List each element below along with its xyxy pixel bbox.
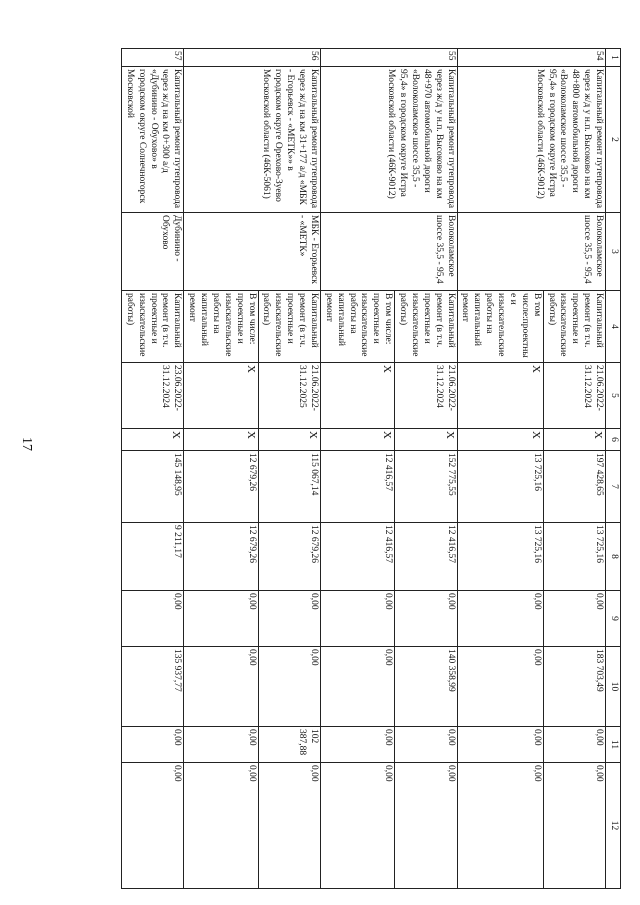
value-cell: 12 679,26 [184,523,258,591]
value-cell: 102 387,88 [258,727,320,763]
value-cell: 0,00 [122,727,184,763]
object-name: Капитальный ремонт путепровода через ж/д на км 31+177 а/д «МБК - Егорьевск - «МЕТК»» в городском округе Орехово-Зуево Московской области (46К-5061) [184,67,321,213]
value-cell: 0,00 [184,727,258,763]
value-cell: 145 148,95 [122,451,184,523]
value-cell: 0,00 [457,763,543,889]
value-cell: X [543,429,605,451]
work-period: X [457,363,543,429]
work-period: X [321,363,395,429]
value-cell: 115 067,14 [258,451,320,523]
table-row [543,49,605,889]
value-cell: 197 428,65 [543,451,605,523]
work-period: 23.06.2022-31.12.2024 [122,363,184,429]
header-cell: 5 [606,363,621,429]
object-name: Капитальный ремонт путепровода через ж/д на км 0+300 а/д «Дубинино - Обухово» в городском округе Солнечногорск Московской [122,67,184,213]
value-cell: 9 211,17 [122,523,184,591]
value-cell: 0,00 [258,591,320,647]
header-cell: 1 [606,49,621,67]
value-cell: 12 679,26 [258,523,320,591]
work-type: В том числе:проектные и изыскательские работы на капитальный ремонт [457,291,543,363]
repair-objects-table [121,48,621,889]
value-cell: 183 703,49 [543,647,605,727]
work-type: Капитальный ремонт (в т.ч. проектные и изыскательские работы) [395,291,457,363]
value-cell: 0,00 [184,763,258,889]
header-cell: 7 [606,451,621,523]
object-name: Капитальный ремонт путепровода через ж/д у н.п. Высоково на км 48+970 автомобильной дороги «Волоколамское шоссе 35,5 - 95,4» в городском округе Истра Московской области (46К-9012) [321,67,458,213]
value-cell: X [321,429,395,451]
value-cell: 0,00 [184,647,258,727]
value-cell: 0,00 [543,727,605,763]
value-cell: 0,00 [122,591,184,647]
work-period: 21.06.2022-31.12.2025 [258,363,320,429]
value-cell: 12 416,57 [321,451,395,523]
value-cell: 0,00 [457,727,543,763]
table-row [122,49,184,889]
value-cell: 13 725,16 [543,523,605,591]
value-cell: 0,00 [321,647,395,727]
header-cell: 4 [606,291,621,363]
header-cell: 8 [606,523,621,591]
value-cell: 0,00 [543,591,605,647]
work-period: X [184,363,258,429]
object-name: Капитальный ремонт путепровода через ж/д у н.п. Высоково на км 48+800 автомобильной дороги «Волоколамское шоссе 35,5 - 95,4» в городском округе Истра Московской области (46К-9012) [457,67,606,213]
value-cell: 135 937,77 [122,647,184,727]
object-location: МБК - Егорьевск - «МЕТК» [184,213,321,291]
value-cell: 0,00 [321,727,395,763]
value-cell: 0,00 [321,591,395,647]
table-row [395,49,457,889]
rotated-table-container [76,48,621,888]
row-number: 57 [122,49,184,67]
table-row [258,49,320,889]
object-location: Волоколамское шоссе 35,5 - 95,4 [457,213,606,291]
work-type: В том числе: проектные и изыскательские работы на капитальный ремонт [321,291,395,363]
value-cell: 0,00 [184,591,258,647]
header-cell: 12 [606,763,621,889]
work-type: Капитальный ремонт (в т.ч. проектные и изыскательские работы) [543,291,605,363]
header-cell: 6 [606,429,621,451]
header-cell: 3 [606,213,621,291]
value-cell: 140 358,99 [395,647,457,727]
value-cell: 0,00 [395,727,457,763]
work-type: Капитальный ремонт (в т.ч. проектные и изыскательские работы) [258,291,320,363]
header-cell: 10 [606,647,621,727]
value-cell: 0,00 [321,763,395,889]
header-cell: 2 [606,67,621,213]
value-cell: X [457,429,543,451]
work-type: В том числе: проектные и изыскательские работы на капитальный ремонт [184,291,258,363]
value-cell: 0,00 [457,591,543,647]
value-cell: 13 725,16 [457,523,543,591]
work-period: 21.06.2022-31.12.2024 [543,363,605,429]
row-number: 56 [184,49,321,67]
header-row [606,49,621,889]
value-cell: 13 725,16 [457,451,543,523]
work-period: 21.06.2022-31.12.2024 [395,363,457,429]
value-cell: X [122,429,184,451]
value-cell: 12 679,26 [184,451,258,523]
value-cell: 0,00 [258,647,320,727]
value-cell: X [184,429,258,451]
header-cell: 9 [606,591,621,647]
row-number: 55 [321,49,458,67]
value-cell: 0,00 [395,763,457,889]
value-cell: 0,00 [122,763,184,889]
header-cell: 11 [606,727,621,763]
page-number: 17 [19,437,34,451]
value-cell: 12 416,57 [395,523,457,591]
object-location: Дубинино - Обухово [122,213,184,291]
value-cell: 152 775,55 [395,451,457,523]
value-cell: 0,00 [543,763,605,889]
value-cell: X [258,429,320,451]
value-cell: X [395,429,457,451]
value-cell: 0,00 [395,591,457,647]
value-cell: 0,00 [457,647,543,727]
value-cell: 0,00 [258,763,320,889]
object-location: Волоколамское шоссе 35,5 - 95,4 [321,213,458,291]
row-number: 54 [457,49,606,67]
work-type: Капитальный ремонт (в т.ч. проектные и изыскательские работы) [122,291,184,363]
value-cell: 12 416,57 [321,523,395,591]
